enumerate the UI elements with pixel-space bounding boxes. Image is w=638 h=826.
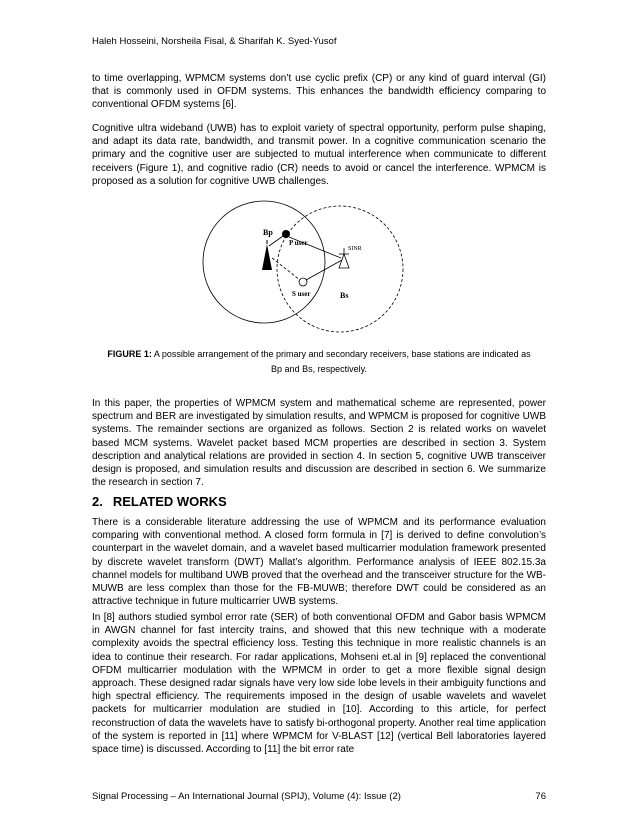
figure-1-diagram bbox=[192, 188, 442, 340]
running-header: Haleh Hosseini, Norsheila Fisal, & Sharifah K. Syed-Yusof bbox=[92, 36, 337, 47]
paragraph-related-works-2: In [8] authors studied symbol error rate (SER) of both conventional OFDM and Gabor basis WPMCM in AWGN channel for fast intercity trains, and showed that this new technique with a moderate complexity avoids the spectral efficiency loss. Testing this technique in more realistic channels is an idea to continue their research. For radar applications, Mohseni et.al in [9] replaced the conventional OFDM multicarrier modulation with the WPMCM in order to get a more flexible signal design approach. These designed radar signals have very low side lobe levels in their ambiguity functions and high spectral efficiency. The requirements imposed in the design of usable wavelets and wavelet packets for multicarrier modulation are studied in [10]. According to this article, for perfect reconstruction of data the wavelets have to satisfy bi-orthogonal property. Another real time application of the system is reported in [11] where WPMCM for V-BLAST [12] (vertical Bell laboratories layered space time) is discussed. According to [11] the bit error rate bbox=[92, 612, 546, 756]
section-number: 2. bbox=[92, 494, 103, 509]
primary-user-icon bbox=[282, 230, 290, 238]
secondary-user-icon bbox=[299, 278, 307, 286]
paragraph-paper-outline: In this paper, the properties of WPMCM system and mathematical scheme are represented, power spectrum and BER are investigated by simulation results, and WPMCM is proposed for cognitive UWB systems. The remainder sections are organized as follows. Section 2 is related works on wavelet based MCM systems. Wavelet packet based MCM properties are described in section 3. System description and analytical relations are provided in section 4. In section 5, cognitive UWB transceiver design is proposed, and simulation results and discussion are described in section 6. We summarize the research in section 7. bbox=[92, 398, 546, 489]
caption-line2: Bp and Bs, respectively. bbox=[271, 364, 367, 374]
section-heading bbox=[92, 494, 237, 509]
network-diagram bbox=[192, 188, 442, 340]
figure-caption bbox=[92, 347, 546, 377]
primary-base-station-icon bbox=[262, 244, 272, 270]
caption-label: FIGURE 1: bbox=[107, 349, 152, 359]
caption-text: A possible arrangement of the primary and secondary receivers, base stations are indicated as bbox=[151, 349, 531, 359]
label-bp: Bp bbox=[263, 228, 273, 237]
label-puser: P user bbox=[289, 239, 308, 247]
footer-journal: Signal Processing – An International Journal (SPIJ), Volume (4): Issue (2) bbox=[92, 791, 401, 802]
paragraph-cp-overhead: to time overlapping, WPMCM systems don’t use cyclic prefix (CP) or any kind of guard interval (GI) that is commonly used in OFDM systems. This enhances the bandwidth efficiency comparing to conventional OFDM systems [6]. bbox=[92, 73, 546, 111]
secondary-coverage-circle bbox=[277, 206, 403, 332]
label-sinr: SINR bbox=[348, 246, 362, 252]
cross-interference-link bbox=[272, 258, 300, 280]
page-number: 76 bbox=[535, 791, 546, 802]
label-bs: Bs bbox=[340, 291, 349, 300]
secondary-link bbox=[306, 260, 342, 280]
label-suser: S user bbox=[292, 290, 311, 298]
section-title: RELATED WORKS bbox=[112, 494, 227, 509]
paragraph-cognitive-uwb: Cognitive ultra wideband (UWB) has to exploit variety of spectral opportunity, perform pulse shaping, and adapt its data rate, bandwidth, and transmit power. In a cognitive communication scenario the primary and the cognitive user are subjected to mutual interference when communicate to different receivers (Figure 1), and cognitive radio (CR) needs to avoid or cancel the interference. WPMCM is proposed as a solution for cognitive UWB challenges. bbox=[92, 123, 546, 187]
paragraph-related-works-1: There is a considerable literature addressing the use of WPMCM and its performance evaluation comparing with conventional method. A closed form formula in [7] is derived to define convolution’s counterpart in the wavelet domain, and a wavelet based multicarrier modulation framework presented by discrete wavelet transform (DWT) Mallat’s algorithm. Performance analysis of IEEE 802.15.3a channel models for multiband UWB proved that the overhead and the transceiver structure for the WB-MUWB are less complex than those for the FB-MUWB; therefore DWT could be considered as an attractive technique in future multicarrier UWB systems. bbox=[92, 517, 546, 608]
page-footer bbox=[92, 791, 546, 802]
primary-link bbox=[269, 236, 283, 246]
